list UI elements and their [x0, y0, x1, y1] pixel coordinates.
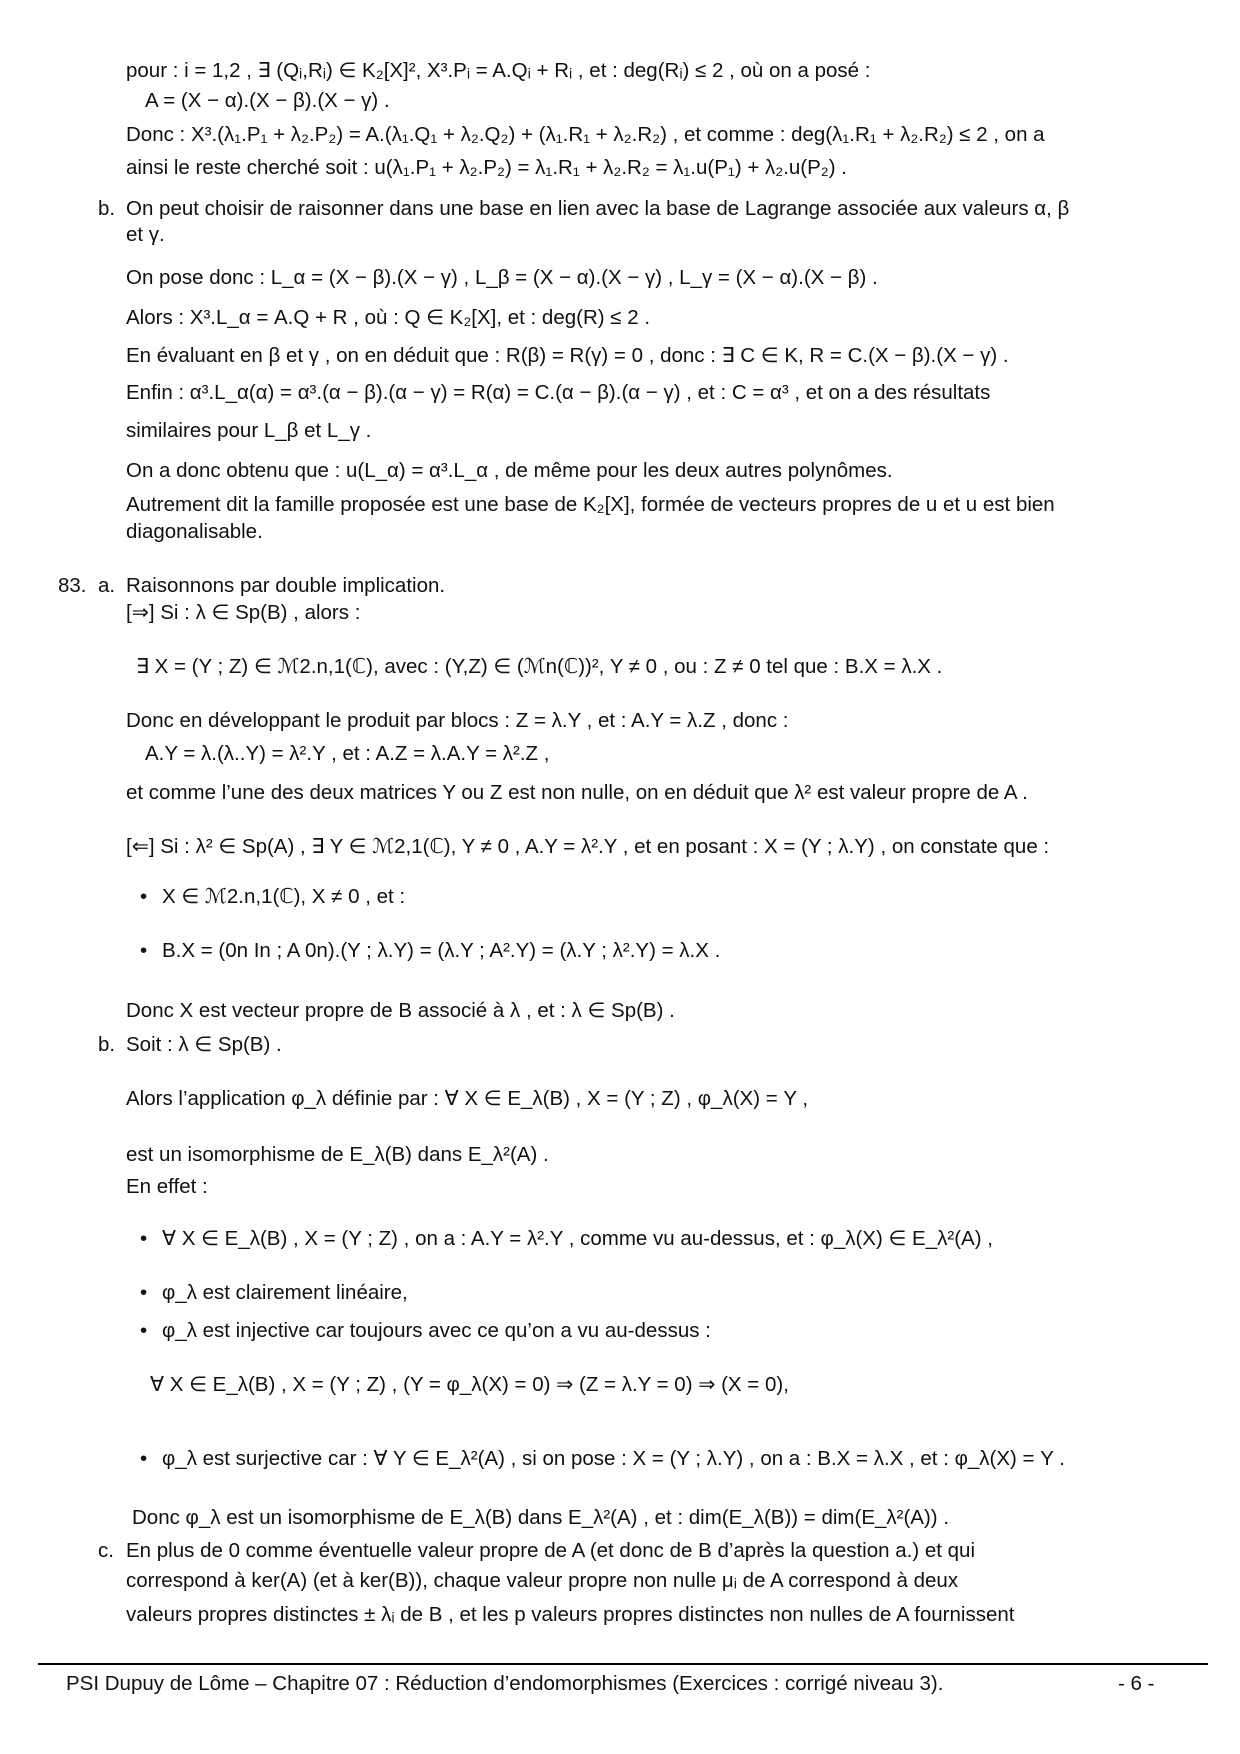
text-line: ainsi le reste cherché soit : u(λ₁.P₁ + λ₂.P₂) = λ₁.R₁ + λ₂.R₂ = λ₁.u(P₁) + λ₂.u(P₂) .	[126, 156, 847, 179]
bullet-icon: •	[140, 1319, 148, 1342]
bullet-icon: •	[140, 939, 148, 962]
footer-text: PSI Dupuy de Lôme – Chapitre 07 : Réduction d’endomorphismes (Exercices : corrigé niveau 3).	[66, 1672, 944, 1695]
text-line: valeurs propres distinctes ± λᵢ de B , et les p valeurs propres distinctes non nulles de A fournissent	[126, 1603, 1015, 1626]
bullet-text: B.X = (0n In ; A 0n).(Y ; λ.Y) = (λ.Y ; A².Y) = (λ.Y ; λ².Y) = λ.X .	[162, 939, 721, 962]
text-line: ∀ X ∈ E_λ(B) , X = (Y ; Z) , (Y = φ_λ(X) = 0) ⇒ (Z = λ.Y = 0) ⇒ (X = 0),	[150, 1373, 789, 1396]
text-line: Soit : λ ∈ Sp(B) .	[126, 1033, 282, 1056]
text-line: Donc X est vecteur propre de B associé à λ , et : λ ∈ Sp(B) .	[126, 999, 675, 1022]
bullet-item	[140, 938, 720, 964]
text-line: En évaluant en β et γ , on en déduit que : R(β) = R(γ) = 0 , donc : ∃ C ∈ K, R = C.(X − β).(X − γ) .	[126, 344, 1009, 367]
bullet-text: φ_λ est surjective car : ∀ Y ∈ E_λ²(A) , si on pose : X = (Y ; λ.Y) , on a : B.X = λ.X , et : φ_λ(X) = Y .	[162, 1447, 1065, 1470]
exercise-number: 83.	[58, 574, 87, 597]
bullet-item	[140, 1280, 408, 1306]
text-line: On pose donc : L_α = (X − β).(X − γ) , L_β = (X − α).(X − γ) , L_γ = (X − α).(X − β) .	[126, 266, 878, 289]
bullet-icon: •	[140, 1281, 148, 1304]
bullet-text: φ_λ est clairement linéaire,	[162, 1281, 408, 1304]
text-line: Donc φ_λ est un isomorphisme de E_λ(B) dans E_λ²(A) , et : dim(E_λ(B)) = dim(E_λ²(A)) .	[132, 1506, 950, 1529]
footer-divider	[38, 1663, 1208, 1665]
text-line: [⇐] Si : λ² ∈ Sp(A) , ∃ Y ∈ ℳ2,1(ℂ), Y ≠ 0 , A.Y = λ².Y , et en posant : X = (Y ; λ.Y) , on constate que :	[126, 835, 1050, 858]
bullet-item	[140, 1226, 993, 1252]
bullet-text: ∀ X ∈ E_λ(B) , X = (Y ; Z) , on a : A.Y = λ².Y , comme vu au-dessus, et : φ_λ(X) ∈ E_λ²(A) ,	[162, 1227, 993, 1250]
text-line: similaires pour L_β et L_γ .	[126, 419, 372, 442]
item-label: b.	[98, 1033, 116, 1056]
text-line: A.Y = λ.(λ..Y) = λ².Y , et : A.Z = λ.A.Y = λ².Z ,	[145, 742, 550, 765]
text-line: Alors l’application φ_λ définie par : ∀ X ∈ E_λ(B) , X = (Y ; Z) , φ_λ(X) = Y ,	[126, 1087, 809, 1110]
bullet-icon: •	[140, 1447, 148, 1470]
page-number: - 6 -	[1118, 1672, 1155, 1695]
text-line: pour : i = 1,2 , ∃ (Qᵢ,Rᵢ) ∈ K₂[X]², X³.Pᵢ = A.Qᵢ + Rᵢ , et : deg(Rᵢ) ≤ 2 , où on a posé :	[126, 59, 871, 82]
text-line: est un isomorphisme de E_λ(B) dans E_λ²(A) .	[126, 1143, 549, 1166]
text-line: correspond à ker(A) (et à ker(B)), chaque valeur propre non nulle μᵢ de A correspond à deux	[126, 1569, 959, 1592]
text-line: On a donc obtenu que : u(L_α) = α³.L_α , de même pour les deux autres polynômes.	[126, 459, 893, 482]
text-line: ∃ X = (Y ; Z) ∈ ℳ2.n,1(ℂ), avec : (Y,Z) ∈ (ℳn(ℂ))², Y ≠ 0 , ou : Z ≠ 0 tel que : B.X = λ.X .	[136, 655, 943, 678]
text-line: et γ.	[126, 223, 165, 246]
text-line: Autrement dit la famille proposée est une base de K₂[X], formée de vecteurs propres de u et u est bien	[126, 493, 1055, 516]
text-line: Donc en développant le produit par blocs : Z = λ.Y , et : A.Y = λ.Z , donc :	[126, 709, 789, 732]
item-label: b.	[98, 197, 116, 220]
bullet-item	[140, 1446, 1065, 1472]
bullet-item	[140, 1318, 711, 1344]
text-line: Donc : X³.(λ₁.P₁ + λ₂.P₂) = A.(λ₁.Q₁ + λ₂.Q₂) + (λ₁.R₁ + λ₂.R₂) , et comme : deg(λ₁.R₁ + λ₂.R₂) ≤ 2 , on a	[126, 123, 1045, 146]
text-line: Raisonnons par double implication.	[126, 574, 446, 597]
text-line: On peut choisir de raisonner dans une base en lien avec la base de Lagrange associée aux valeurs α, β	[126, 197, 1070, 220]
bullet-item	[140, 884, 405, 910]
text-line: diagonalisable.	[126, 520, 263, 543]
text-line: En effet :	[126, 1175, 208, 1198]
item-label: c.	[98, 1539, 114, 1562]
text-line: [⇒] Si : λ ∈ Sp(B) , alors :	[126, 601, 361, 624]
bullet-icon: •	[140, 885, 148, 908]
text-line: En plus de 0 comme éventuelle valeur propre de A (et donc de B d’après la question a.) et qui	[126, 1539, 975, 1562]
bullet-text: X ∈ ℳ2.n,1(ℂ), X ≠ 0 , et :	[162, 885, 406, 908]
bullet-icon: •	[140, 1227, 148, 1250]
text-line: et comme l’une des deux matrices Y ou Z est non nulle, on en déduit que λ² est valeur propre de A .	[126, 781, 1028, 804]
item-label: a.	[98, 574, 116, 597]
bullet-text: φ_λ est injective car toujours avec ce qu’on a vu au-dessus :	[162, 1319, 711, 1342]
text-line: Alors : X³.L_α = A.Q + R , où : Q ∈ K₂[X], et : deg(R) ≤ 2 .	[126, 306, 651, 329]
text-line: Enfin : α³.L_α(α) = α³.(α − β).(α − γ) = R(α) = C.(α − β).(α − γ) , et : C = α³ , et on a des résultats	[126, 381, 991, 404]
text-line: A = (X − α).(X − β).(X − γ) .	[145, 89, 390, 112]
